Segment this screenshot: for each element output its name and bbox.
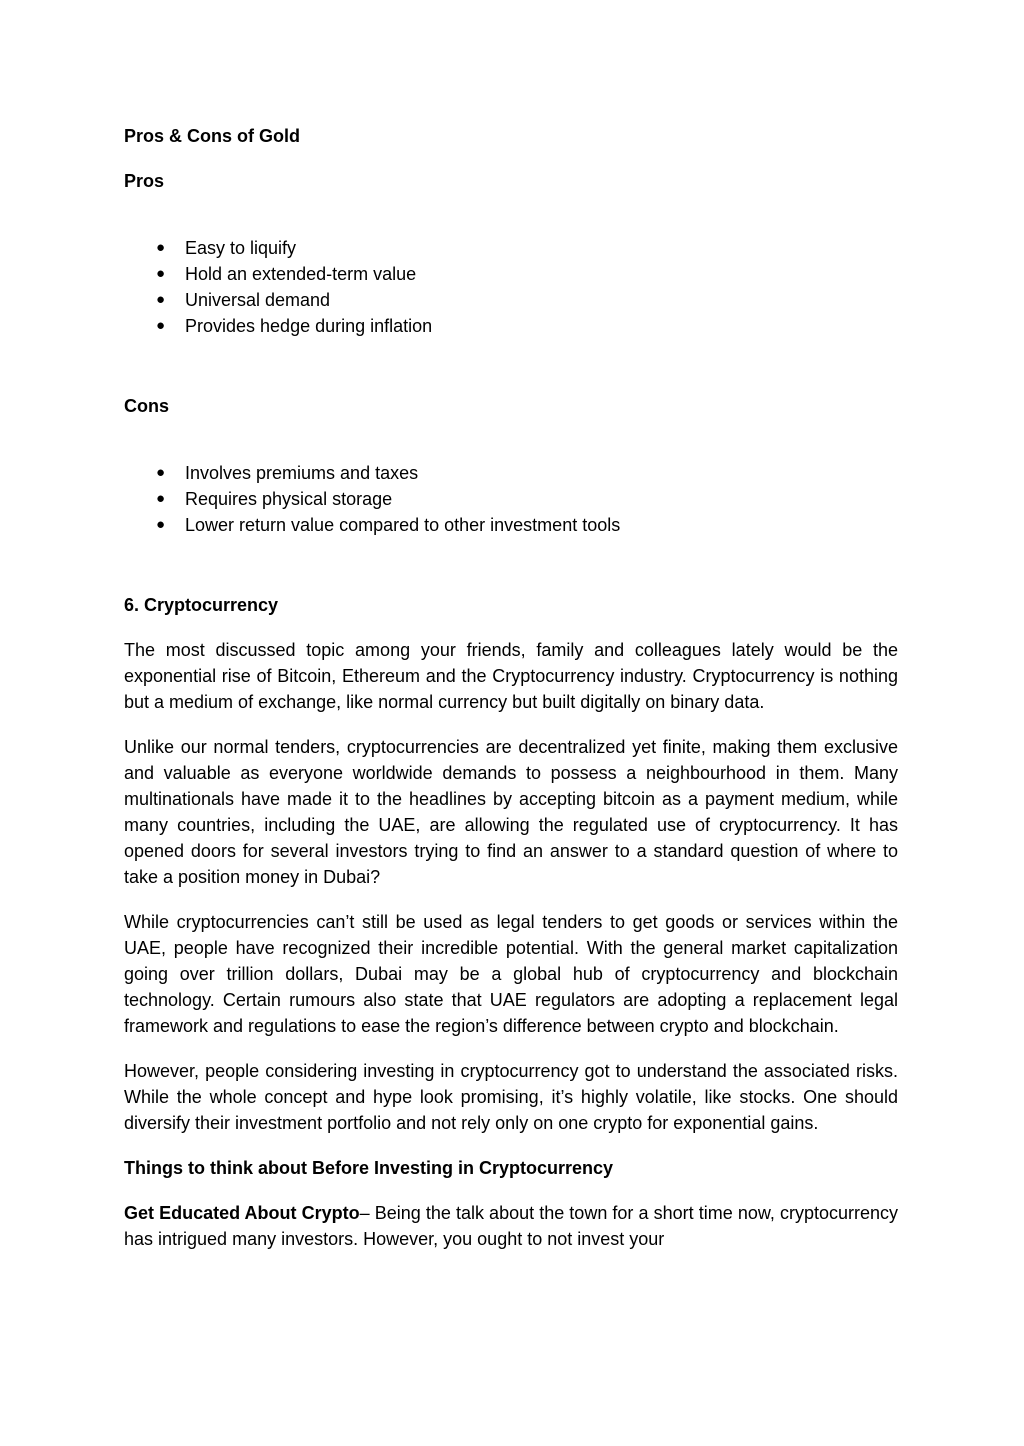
list-item: ● Lower return value compared to other investment tools [124,512,898,538]
list-item: ● Universal demand [124,287,898,313]
cons-heading: Cons [124,396,169,416]
paragraph: Unlike our normal tenders, cryptocurrencies are decentralized yet finite, making them exclusive and valuable as everyone worldwide demands to possess a neighbourhood in them. Many multinationals have made it to the headlines by accepting bitcoin as a payment medium, while many countries, including the UAE, are allowing the regulated use of cryptocurrency. It has opened doors for several investors trying to find an answer to a standard question of where to take a position money in Dubai? [124,737,898,887]
document-page [124,120,898,1252]
bullet-icon: ● [156,490,166,507]
bullet-icon: ● [156,464,166,481]
bullet-icon: ● [156,516,166,533]
educated-lead: Get Educated About Crypto [124,1203,360,1223]
bullet-icon: ● [156,317,166,334]
section-6-heading: 6. Cryptocurrency [124,595,279,615]
list-item: ● Hold an extended-term value [124,261,898,287]
cons-list [124,460,898,538]
list-item: ● Requires physical storage [124,486,898,512]
list-item: ● Easy to liquify [124,235,898,261]
paragraph: However, people considering investing in cryptocurrency got to understand the associated risks. While the whole concept and hype look promising, it’s highly volatile, like stocks. One should diversify their investment portfolio and not rely only on one crypto for exponential gains. [124,1061,898,1133]
paragraph [124,1200,898,1252]
list-item: ● Involves premiums and taxes [124,460,898,486]
things-to-think-heading: Things to think about Before Investing in Cryptocurrency [124,1158,614,1178]
bullet-icon: ● [156,265,166,282]
gold-pros-cons-heading: Pros & Cons of Gold [124,126,301,146]
paragraph: While cryptocurrencies can’t still be used as legal tenders to get goods or services within the UAE, people have recognized their incredible potential. With the general market capitalization going over trillion dollars, Dubai may be a global hub of cryptocurrency and blockchain technology. Certain rumours also state that UAE regulators are adopting a replacement legal framework and regulations to ease the region’s difference between crypto and blockchain. [124,912,898,1036]
paragraph: The most discussed topic among your friends, family and colleagues lately would be the exponential rise of Bitcoin, Ethereum and the Cryptocurrency industry. Cryptocurrency is nothing but a medium of exchange, like normal currency but built digitally on binary data. [124,640,898,712]
list-item: ● Provides hedge during inflation [124,313,898,339]
bullet-icon: ● [156,291,166,308]
pros-list [124,235,898,339]
bullet-icon: ● [156,239,166,256]
educated-text: – Being the talk about the town for a short time now, cryptocurrency has intrigued many investors. However, you ought to not invest your [124,1203,898,1249]
pros-heading: Pros [124,171,165,191]
